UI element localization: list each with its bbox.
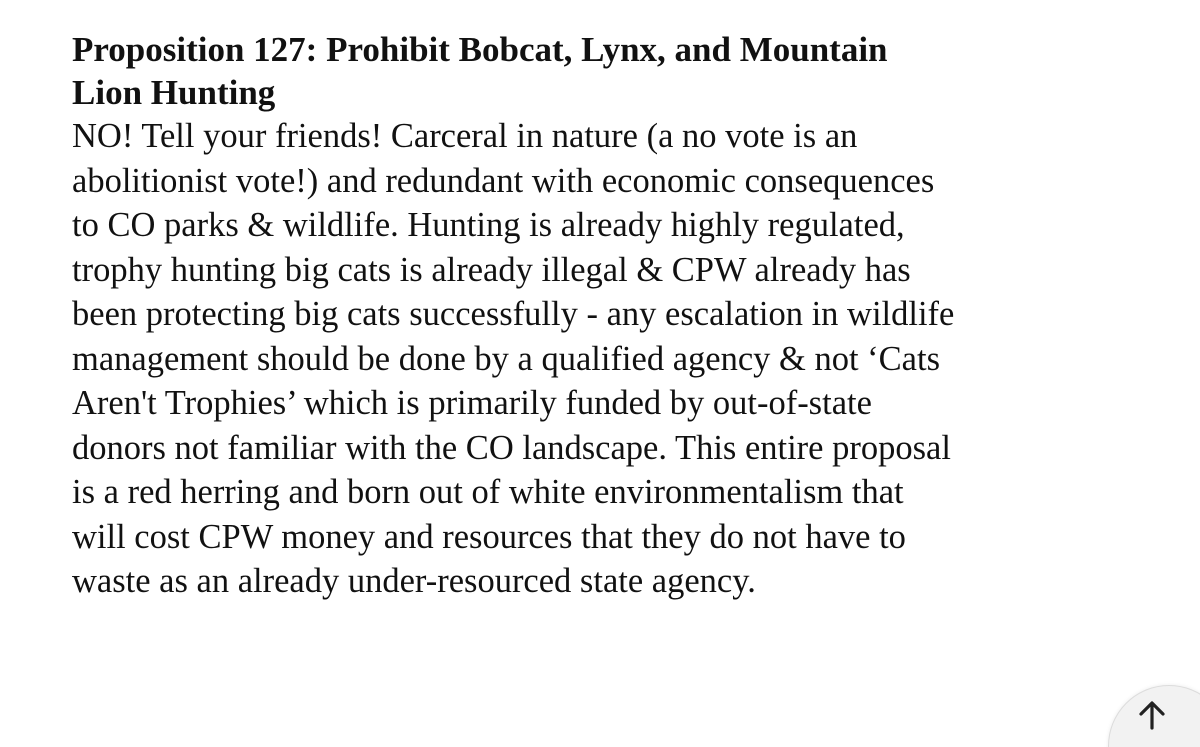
title-line: Proposition 127: Prohibit Bobcat, Lynx, and Mountain xyxy=(72,30,888,69)
body-line: donors not familiar with the CO landscape. This entire proposal xyxy=(72,428,951,467)
title-line: Lion Hunting xyxy=(72,73,276,112)
body-line: waste as an already under-resourced state agency. xyxy=(72,562,756,600)
body-line: abolitionist vote!) and redundant with economic consequences xyxy=(72,161,935,200)
body-line: Aren't Trophies’ which is primarily funded by out-of-state xyxy=(72,384,872,422)
body-line: been protecting big cats successfully - any escalation in wildlife xyxy=(72,295,955,333)
body-line: to CO parks & wildlife. Hunting is already highly regulated, xyxy=(72,206,905,244)
body-line: management should be done by a qualified agency & not ‘Cats xyxy=(72,339,941,378)
body-line: will cost CPW money and resources that they do not have to xyxy=(72,517,906,556)
arrow-up-icon xyxy=(1135,698,1169,732)
scroll-to-top-button[interactable] xyxy=(1108,685,1200,747)
body-line: NO! Tell your friends! Carceral in nature (a no vote is an xyxy=(72,117,858,155)
body-line: is a red herring and born out of white environmentalism that xyxy=(72,473,904,511)
body-line: trophy hunting big cats is already illegal & CPW already has xyxy=(72,250,911,289)
proposition-body xyxy=(72,114,1152,604)
proposition-title xyxy=(72,28,1152,114)
